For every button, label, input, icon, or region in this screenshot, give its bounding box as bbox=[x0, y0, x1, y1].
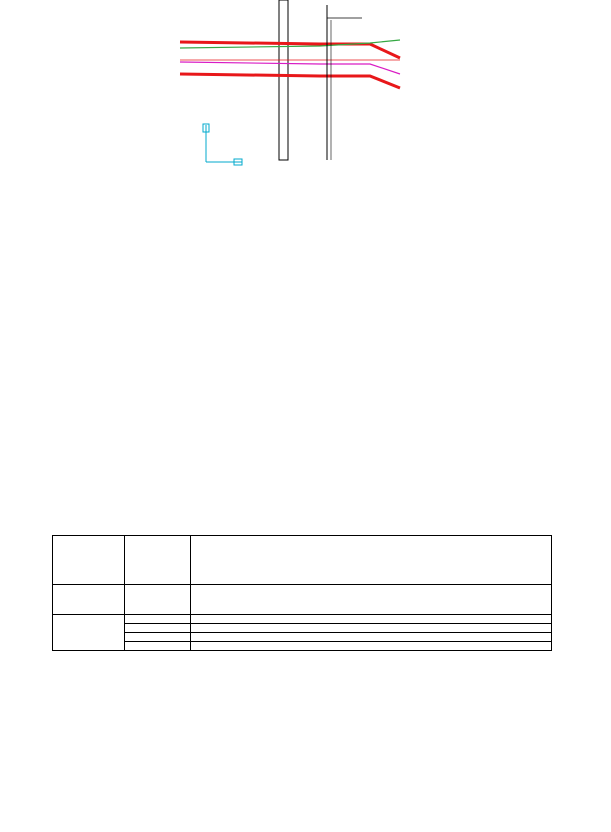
table-row bbox=[53, 615, 552, 624]
heat-pipe-line bbox=[180, 74, 400, 88]
axis-indicator-icon bbox=[203, 124, 242, 165]
geology-table bbox=[52, 535, 552, 651]
gas-pipe-top-line bbox=[180, 42, 400, 58]
desc-cell bbox=[191, 633, 552, 642]
section-heading bbox=[50, 418, 68, 436]
code-cell bbox=[125, 633, 191, 642]
code-cell bbox=[125, 624, 191, 633]
header-desc bbox=[191, 536, 552, 585]
header-code bbox=[125, 536, 191, 585]
elevation-profile-figure bbox=[0, 0, 611, 330]
era-cell-2 bbox=[53, 615, 125, 651]
table-row bbox=[53, 642, 552, 651]
code-cell bbox=[125, 585, 191, 615]
code-cell bbox=[125, 642, 191, 651]
header-era bbox=[53, 536, 125, 585]
code-cell bbox=[125, 615, 191, 624]
table-row bbox=[53, 624, 552, 633]
table-row bbox=[53, 633, 552, 642]
design-line-magenta bbox=[180, 62, 400, 74]
desc-cell bbox=[191, 585, 552, 615]
era-cell bbox=[53, 585, 125, 615]
table-row bbox=[53, 585, 552, 615]
table-header-row bbox=[53, 536, 552, 585]
desc-cell bbox=[191, 624, 552, 633]
elevation-bar bbox=[279, 0, 288, 160]
desc-cell bbox=[191, 615, 552, 624]
desc-cell bbox=[191, 642, 552, 651]
